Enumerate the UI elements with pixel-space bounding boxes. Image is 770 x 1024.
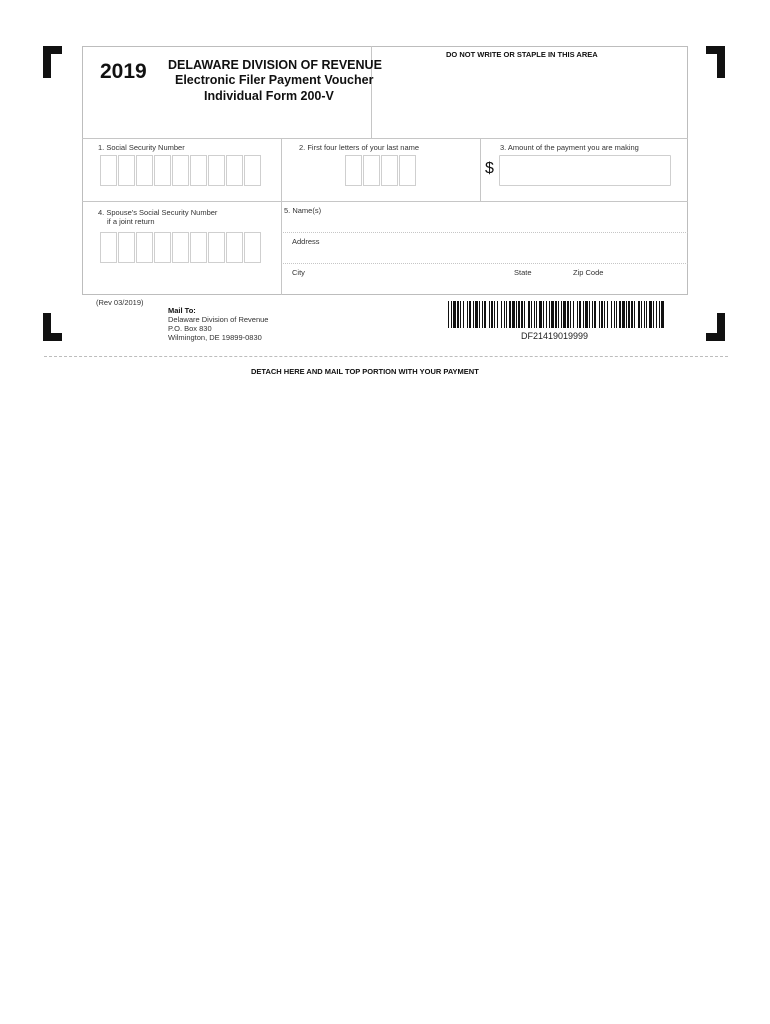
state-label: State xyxy=(514,268,532,277)
row1-bottom-rule xyxy=(82,201,688,202)
ssn-digit-box[interactable] xyxy=(100,155,117,186)
letter-box[interactable] xyxy=(399,155,416,186)
registration-mark-bottom-left-foot xyxy=(43,333,62,341)
tax-year: 2019 xyxy=(100,60,147,83)
zip-label: Zip Code xyxy=(573,268,604,277)
ssn-digit-box[interactable] xyxy=(154,155,171,186)
ssn-digit-box[interactable] xyxy=(190,232,207,263)
ssn-digit-box[interactable] xyxy=(172,155,189,186)
spouse-ssn-label: 4. Spouse's Social Security Number xyxy=(98,208,218,217)
mail-address-line2: P.O. Box 830 xyxy=(168,324,212,333)
registration-mark-bottom-right-foot xyxy=(706,333,725,341)
names-input-area[interactable] xyxy=(282,216,687,231)
dollar-sign: $ xyxy=(485,160,494,177)
barcode-number: DF21419019999 xyxy=(521,331,589,341)
last-name-label: 2. First four letters of your last name xyxy=(299,143,420,152)
letter-box[interactable] xyxy=(363,155,380,186)
zip-input-area[interactable] xyxy=(570,278,686,293)
ssn-digit-box[interactable] xyxy=(244,155,261,186)
ssn-digit-box[interactable] xyxy=(226,155,243,186)
state-input-area[interactable] xyxy=(510,278,565,293)
registration-mark-top-right-stem xyxy=(717,46,725,78)
mail-address-line1: Delaware Division of Revenue xyxy=(168,315,269,324)
letter-box[interactable] xyxy=(345,155,362,186)
ssn-digit-box[interactable] xyxy=(190,155,207,186)
ssn-digit-box[interactable] xyxy=(136,232,153,263)
ssn-digit-box[interactable] xyxy=(100,232,117,263)
address-label: Address xyxy=(292,237,320,246)
city-input-area[interactable] xyxy=(282,278,502,293)
header-bottom-rule xyxy=(82,138,688,139)
ssn-digit-box[interactable] xyxy=(208,155,225,186)
ssn-label: 1. Social Security Number xyxy=(98,143,185,152)
names-address-rule xyxy=(281,232,688,233)
ssn-digit-box[interactable] xyxy=(208,232,225,263)
barcode xyxy=(448,301,665,328)
amount-label: 3. Amount of the payment you are making xyxy=(500,143,639,152)
mail-to-label: Mail To: xyxy=(168,306,196,315)
ssn-digit-box[interactable] xyxy=(244,232,261,263)
names-label: 5. Name(s) xyxy=(284,206,322,215)
revision-date: (Rev 03/2019) xyxy=(96,298,144,307)
form-name: Individual Form 200-V xyxy=(204,89,334,103)
spouse-ssn-sublabel: if a joint return xyxy=(107,217,155,226)
detach-instruction: DETACH HERE AND MAIL TOP PORTION WITH YOUR PAYMENT xyxy=(251,367,479,376)
registration-mark-top-left-stem xyxy=(43,46,51,78)
row1-divider-a xyxy=(281,138,282,201)
ssn-digit-box[interactable] xyxy=(172,232,189,263)
payment-amount-field[interactable] xyxy=(499,155,671,186)
mail-address-line3: Wilmington, DE 19899-0830 xyxy=(168,333,262,342)
ssn-digit-box[interactable] xyxy=(118,155,135,186)
ssn-digit-box[interactable] xyxy=(154,232,171,263)
voucher-title: Electronic Filer Payment Voucher xyxy=(175,73,374,87)
do-not-write-notice: DO NOT WRITE OR STAPLE IN THIS AREA xyxy=(446,50,598,59)
address-input-area[interactable] xyxy=(282,247,687,262)
last-name-letters-field[interactable] xyxy=(345,155,417,186)
address-city-rule xyxy=(281,263,688,264)
ssn-digit-box[interactable] xyxy=(226,232,243,263)
agency-title: DELAWARE DIVISION OF REVENUE xyxy=(168,58,382,72)
ssn-digit-box[interactable] xyxy=(118,232,135,263)
letter-box[interactable] xyxy=(381,155,398,186)
row1-divider-b xyxy=(480,138,481,201)
ssn-digit-box[interactable] xyxy=(136,155,153,186)
ssn-field[interactable] xyxy=(100,155,262,186)
spouse-ssn-field[interactable] xyxy=(100,232,262,263)
detach-line xyxy=(44,356,728,357)
city-label: City xyxy=(292,268,305,277)
